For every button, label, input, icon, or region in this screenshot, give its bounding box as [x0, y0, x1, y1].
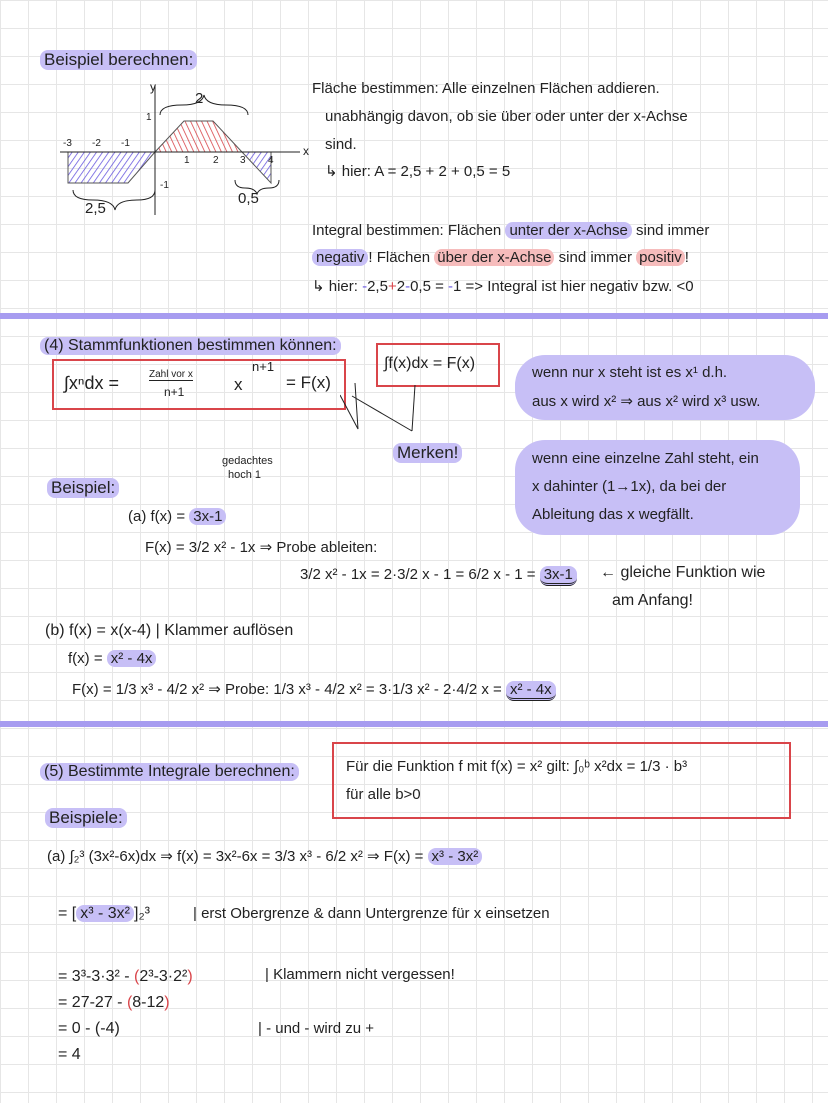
text: F(x) = 1/3 x³ - 4/2 x² ⇒ Probe: 1/3 x³ - 4/2 x² = 3·1/3 x² - 2·4/2 x =	[72, 681, 506, 698]
minus: -	[405, 278, 411, 295]
tick-y1: 1	[146, 112, 152, 123]
area-negative-left	[68, 152, 155, 183]
annotation: hoch 1	[228, 469, 262, 481]
note-text: ← gleiche Funktion wie	[600, 564, 766, 581]
note-text: wenn eine einzelne Zahl steht, ein	[532, 450, 759, 467]
section-separator	[0, 721, 828, 727]
result: 3x-1	[540, 566, 577, 586]
text: 2³-3·2²	[139, 968, 188, 985]
brace-top-label: 2	[195, 90, 204, 107]
plus: +	[387, 278, 397, 295]
integral-title	[312, 222, 709, 239]
text: = [	[58, 905, 77, 922]
step-line: = 27-27 - (8-12)	[58, 994, 170, 1011]
rule-text: für alle b>0	[346, 786, 421, 803]
minus: -	[362, 278, 368, 295]
rule-rhs: = F(x)	[286, 373, 331, 392]
text: sind immer	[631, 222, 710, 239]
area-positive	[155, 121, 242, 152]
note-text: Ableitung das x wegfällt.	[532, 506, 694, 523]
rule-exponent: n+1	[252, 359, 275, 374]
example-a-probe	[300, 566, 577, 583]
evaluation-bracket	[58, 905, 150, 923]
tick-x: -1	[121, 138, 130, 149]
tick-y-1: -1	[160, 180, 169, 191]
result-line: = 4	[58, 1046, 81, 1063]
heading-stammfunktionen: (4) Stammfunktionen bestimmen können:	[40, 337, 341, 355]
example-b-antiderivative	[72, 680, 556, 698]
note-text: | - und - wird zu +	[258, 1020, 375, 1037]
text: 3/2 x² - 1x = 2·3/2 x - 1 = 6/2 x - 1 =	[300, 566, 540, 583]
example-b-function: (b) f(x) = x(x-4) | Klammer auflösen	[45, 622, 294, 639]
text: 2,5	[367, 278, 388, 295]
formula-box	[52, 359, 346, 410]
red-bracket: (	[134, 968, 140, 985]
tick-x: -2	[92, 138, 101, 149]
area-calculation: ↳ hier: A = 2,5 + 2 + 0,5 = 5	[325, 163, 511, 180]
highlight: x² - 4x	[107, 650, 157, 667]
text: Integral bestimmen: Flächen	[312, 222, 506, 239]
tick-x: 4	[268, 155, 274, 166]
highlight: negativ	[312, 249, 368, 266]
brace-right-label: 0,5	[238, 190, 259, 207]
highlight: x³ - 3x²	[428, 848, 483, 865]
text: ! Flächen	[368, 249, 435, 266]
text: (a) ∫₂³ (3x²-6x)dx ⇒ f(x) = 3x²-6x = 3/3 x³ - 6/2 x² ⇒ F(x) =	[47, 848, 428, 865]
text: 8-12	[132, 994, 165, 1011]
note-text: | erst Obergrenze & dann Untergrenze für x einsetzen	[193, 905, 550, 922]
area-graph	[55, 80, 315, 220]
tick-x: -3	[63, 138, 72, 149]
beispiel-label: Beispiel:	[47, 478, 119, 498]
text: 2	[396, 278, 406, 295]
merken-pointer	[340, 383, 420, 443]
rule-box	[332, 742, 791, 819]
highlight: unter der x-Achse	[505, 222, 631, 239]
step-line: = 0 - (-4)	[58, 1020, 120, 1037]
text: ↳ hier:	[312, 278, 363, 295]
integral-definition: ∫f(x)dx = F(x)	[384, 355, 476, 372]
note-text: aus x wird x² ⇒ aus x² wird x³ usw.	[532, 393, 761, 410]
highlight: x³ - 3x²	[76, 905, 134, 922]
integral-definition-box	[376, 343, 500, 387]
tick-x: 3	[240, 155, 246, 166]
annotation: gedachtes	[222, 455, 273, 467]
tick-x: 1	[184, 155, 190, 166]
minus: -	[448, 278, 454, 295]
example-a-function	[128, 508, 226, 525]
highlight-pink: über der x-Achse	[434, 249, 554, 266]
step-line	[58, 968, 193, 986]
area-negative-right	[242, 152, 271, 183]
beispiele-label: Beispiele:	[45, 808, 127, 828]
brace-left-label: 2,5	[85, 200, 106, 217]
text: sind immer	[554, 249, 637, 266]
x-label: x	[303, 144, 309, 158]
text: ]₂³	[134, 905, 150, 922]
area-title: Fläche bestimmen: Alle einzelnen Flächen addieren.	[312, 80, 660, 97]
tick-x: 2	[213, 155, 219, 166]
text: = 3³-3·3² -	[58, 968, 135, 985]
note-text: wenn nur x steht ist es x¹ d.h.	[532, 364, 728, 381]
example-b-expanded	[68, 650, 156, 667]
text: = 27-27 -	[58, 994, 127, 1011]
rule-denominator: n+1	[164, 385, 185, 399]
text: !	[684, 249, 689, 266]
text: 1 => Integral ist hier negativ bzw. <0	[453, 278, 694, 295]
integral-calculation	[312, 277, 694, 295]
example-a-antiderivative: F(x) = 3/2 x² - 1x ⇒ Probe ableiten:	[145, 539, 378, 556]
rule-x: x	[234, 375, 243, 394]
note-text: am Anfang!	[612, 592, 693, 609]
text: 0,5 =	[410, 278, 449, 295]
rule-numerator: Zahl vor x	[149, 369, 193, 380]
rule-lhs: ∫xⁿdx =	[64, 373, 120, 393]
note-text: | Klammern nicht vergessen!	[265, 966, 455, 983]
area-text: sind.	[325, 136, 357, 153]
example-a-line	[47, 847, 482, 865]
result: x² - 4x	[506, 681, 556, 701]
text: (a) f(x) =	[128, 508, 190, 525]
brace-top	[160, 95, 248, 115]
rule-text: Für die Funktion f mit f(x) = x² gilt: ∫₀ᵇ x²dx = 1/3 · b³	[346, 758, 688, 775]
highlight: 3x-1	[189, 508, 226, 525]
red-bracket: )	[187, 968, 193, 985]
text: f(x) =	[68, 650, 107, 667]
heading-beispiel-berechnen: Beispiel berechnen:	[40, 50, 197, 70]
y-label: y	[150, 80, 156, 94]
note-text: x dahinter (1→1x), da bei der	[532, 478, 727, 495]
highlight-pink: positiv	[636, 249, 685, 266]
heading-bestimmte-integrale: (5) Bestimmte Integrale berechnen:	[40, 763, 299, 781]
area-text: unabhängig davon, ob sie über oder unter der x-Achse	[325, 108, 688, 125]
section-separator	[0, 313, 828, 319]
integral-line2	[312, 249, 689, 266]
merken-label: Merken!	[393, 443, 462, 463]
